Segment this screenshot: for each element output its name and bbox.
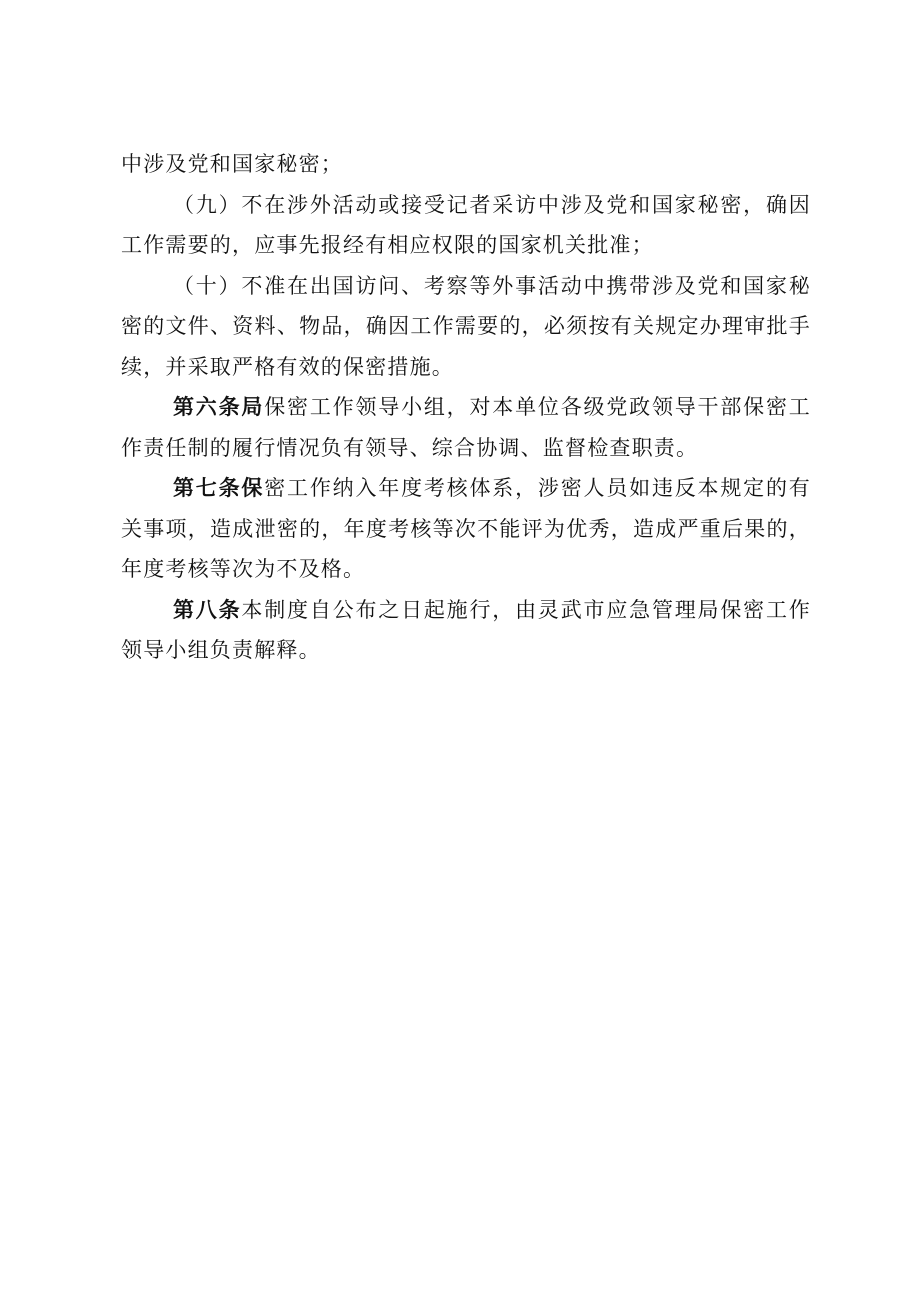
paragraph-continuation — [121, 144, 811, 185]
article-6 — [121, 387, 811, 468]
paragraph-item-9 — [121, 185, 811, 266]
paragraph-text: （九）不在涉外活动或接受记者采访中涉及党和国家秘密，确因工作需要的，应事先报经有相应权限的国家机关批准； — [121, 192, 811, 257]
article-text: 保密工作领导小组，对本单位各级党政领导干部保密工作责任制的履行情况负有领导、综合协调、监督检查职责。 — [121, 395, 811, 460]
article-heading: 第七条保 — [173, 475, 265, 500]
paragraph-text: 中涉及党和国家秘密； — [121, 152, 343, 176]
paragraph-text: （十）不准在出国访问、考察等外事活动中携带涉及党和国家秘密的文件、资料、物品，确因工作需要的，必须按有关规定办理审批手续，并采取严格有效的保密措施。 — [121, 273, 811, 379]
article-text: 密工作纳入年度考核体系，涉密人员如违反本规定的有关事项，造成泄密的，年度考核等次不能评为优秀，造成严重后果的，年度考核等次为不及格。 — [121, 476, 811, 581]
article-heading: 第六条局 — [173, 394, 265, 419]
article-text: 本制度自公布之日起施行，由灵武市应急管理局保密工作领导小组负责解释。 — [121, 597, 811, 662]
article-heading: 第八条 — [173, 596, 242, 622]
article-7 — [121, 468, 811, 590]
document-body — [121, 144, 811, 671]
article-8 — [121, 590, 811, 671]
paragraph-item-10 — [121, 266, 811, 388]
